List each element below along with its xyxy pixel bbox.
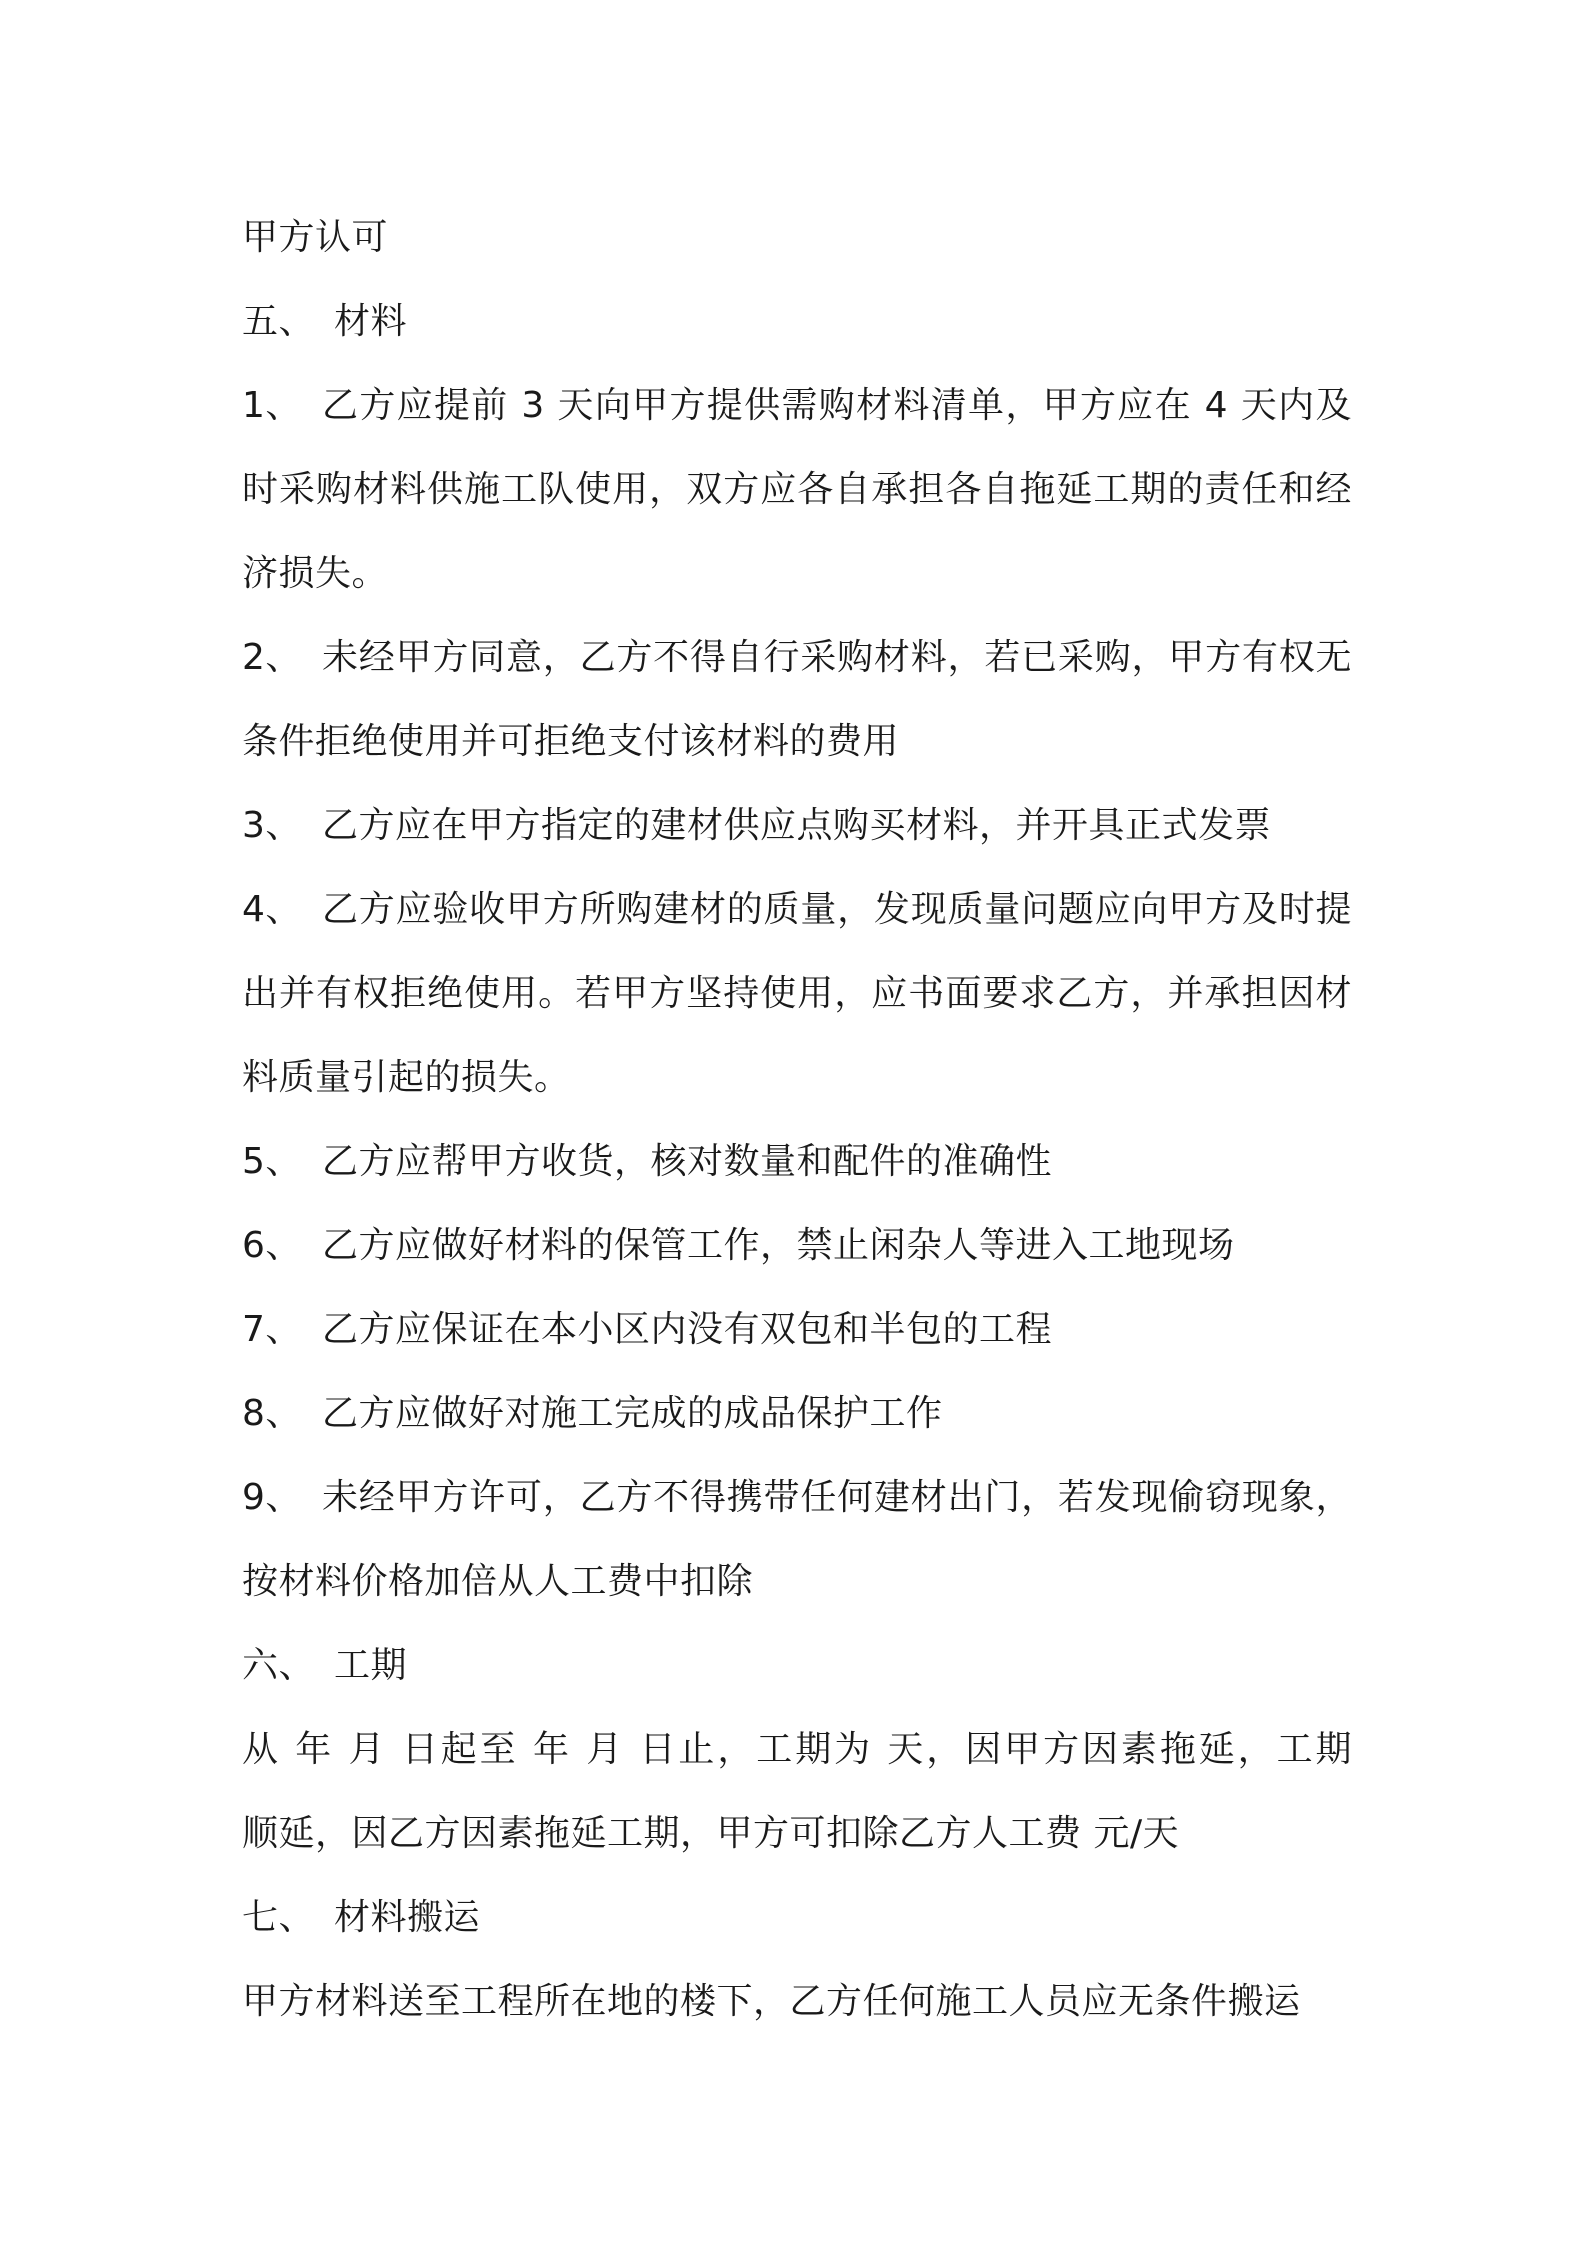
line-text: 出并有权拒绝使用。若甲方坚持使用，应书面要求乙方，并承担因材: [242, 973, 1352, 1014]
section-heading: [242, 1876, 1352, 1960]
section-heading: [242, 280, 1352, 364]
item-number: 9、: [242, 1477, 302, 1518]
section-title: 工期: [334, 1645, 408, 1686]
line-text: 乙方应在甲方指定的建材供应点购买材料，并开具正式发票: [322, 805, 1272, 846]
paragraph-line: [242, 196, 1352, 280]
item-number: 7、: [242, 1309, 302, 1350]
item-number: 8、: [242, 1393, 302, 1434]
list-item-line: [242, 1120, 1352, 1204]
section-title: 材料搬运: [334, 1897, 481, 1938]
line-text: 济损失。: [242, 553, 389, 594]
paragraph-line: [242, 1708, 1352, 1792]
paragraph-line: [242, 1792, 1352, 1876]
paragraph-line: [242, 1960, 1352, 2044]
line-text: 甲方认可: [242, 217, 389, 258]
item-number: 6、: [242, 1225, 302, 1266]
line-text: 时采购材料供施工队使用，双方应各自承担各自拖延工期的责任和经: [242, 469, 1352, 510]
paragraph-line: [242, 700, 1352, 784]
list-item-line: [242, 784, 1352, 868]
item-number: 5、: [242, 1141, 302, 1182]
line-text: 从 年 月 日起至 年 月 日止，工期为 天，因甲方因素拖延，工期: [242, 1729, 1352, 1770]
line-text: 乙方应提前 3 天向甲方提供需购材料清单，甲方应在 4 天内及: [322, 385, 1352, 426]
section-number: 六、: [242, 1645, 316, 1686]
section-number: 七、: [242, 1897, 316, 1938]
line-text: 乙方应保证在本小区内没有双包和半包的工程: [322, 1309, 1053, 1350]
line-text: 未经甲方同意，乙方不得自行采购材料，若已采购，甲方有权无: [322, 637, 1352, 678]
line-text: 乙方应做好对施工完成的成品保护工作: [322, 1393, 943, 1434]
line-text: 料质量引起的损失。: [242, 1057, 571, 1098]
section-number: 五、: [242, 301, 316, 342]
item-number: 3、: [242, 805, 302, 846]
line-text: 按材料价格加倍从人工费中扣除: [242, 1561, 754, 1602]
paragraph-line: [242, 952, 1352, 1036]
line-text: 乙方应帮甲方收货，核对数量和配件的准确性: [322, 1141, 1053, 1182]
paragraph-line: [242, 1036, 1352, 1120]
line-text: 甲方材料送至工程所在地的楼下，乙方任何施工人员应无条件搬运: [242, 1981, 1301, 2022]
list-item-line: [242, 1456, 1352, 1540]
item-number: 4、: [242, 889, 302, 930]
section-title: 材料: [334, 301, 408, 342]
paragraph-line: [242, 1540, 1352, 1624]
item-number: 2、: [242, 637, 302, 678]
section-heading: [242, 1624, 1352, 1708]
line-text: 条件拒绝使用并可拒绝支付该材料的费用: [242, 721, 900, 762]
paragraph-line: [242, 448, 1352, 532]
line-text: 乙方应做好材料的保管工作，禁止闲杂人等进入工地现场: [322, 1225, 1235, 1266]
list-item-line: [242, 1204, 1352, 1288]
list-item-line: [242, 1288, 1352, 1372]
list-item-line: [242, 364, 1352, 448]
line-text: 未经甲方许可，乙方不得携带任何建材出门，若发现偷窃现象，: [322, 1477, 1352, 1518]
line-text: 顺延，因乙方因素拖延工期，甲方可扣除乙方人工费 元/天: [242, 1813, 1180, 1854]
list-item-line: [242, 1372, 1352, 1456]
list-item-line: [242, 616, 1352, 700]
item-number: 1、: [242, 385, 302, 426]
list-item-line: [242, 868, 1352, 952]
document-body: [242, 196, 1352, 2044]
paragraph-line: [242, 532, 1352, 616]
line-text: 乙方应验收甲方所购建材的质量，发现质量问题应向甲方及时提: [322, 889, 1352, 930]
